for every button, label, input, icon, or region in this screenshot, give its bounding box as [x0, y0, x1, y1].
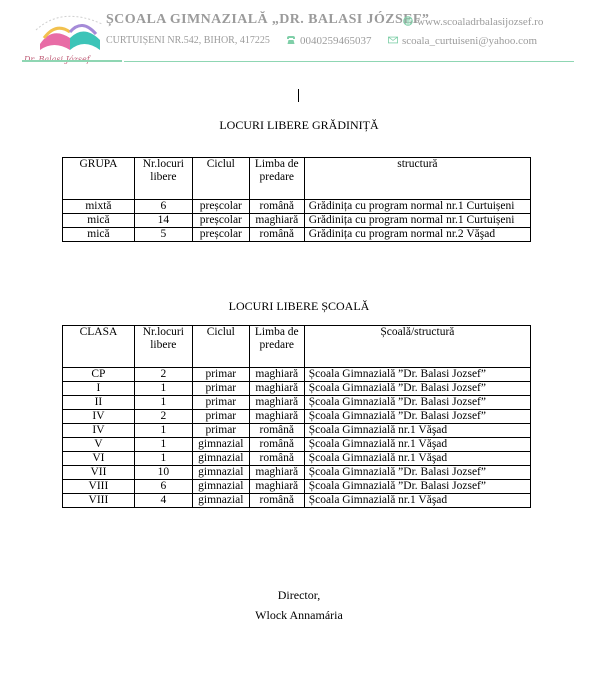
cell-free-places: 2 — [134, 368, 192, 382]
cell-label: IV — [63, 424, 135, 438]
cell-free-places: 1 — [134, 424, 192, 438]
cell-structure: Școala Gimnazială nr.1 Văşad — [304, 494, 530, 508]
cell-structure: Școala Gimnazială ”Dr. Balasi Jozsef” — [304, 466, 530, 480]
cell-label: mixtă — [63, 200, 135, 214]
envelope-icon — [388, 35, 398, 45]
cell-cycle: preșcolar — [192, 228, 249, 242]
cell-structure: Grădinița cu program normal nr.2 Văşad — [304, 228, 530, 242]
cell-language: maghiară — [249, 466, 304, 480]
cell-free-places: 1 — [134, 382, 192, 396]
cell-cycle: gimnazial — [192, 466, 249, 480]
cell-free-places: 6 — [134, 200, 192, 214]
table-row — [63, 424, 531, 438]
cell-free-places: 1 — [134, 438, 192, 452]
header-free-places: Nr.locuri libere — [134, 158, 192, 200]
cell-language: maghiară — [249, 214, 304, 228]
header-class: CLASA — [63, 326, 135, 368]
table-row — [63, 480, 531, 494]
letterhead — [0, 0, 598, 72]
cell-label: I — [63, 382, 135, 396]
email[interactable] — [388, 35, 537, 47]
cell-cycle: gimnazial — [192, 494, 249, 508]
phone-text: 0040259465037 — [300, 35, 372, 47]
cell-language: maghiară — [249, 480, 304, 494]
cell-cycle: primar — [192, 396, 249, 410]
cell-free-places: 10 — [134, 466, 192, 480]
cell-structure: Școala Gimnazială ”Dr. Balasi Jozsef” — [304, 368, 530, 382]
table-row — [63, 410, 531, 424]
cell-label: mică — [63, 228, 135, 242]
cell-structure: Grădinița cu program normal nr.1 Curtuișeni — [304, 214, 530, 228]
header-group: GRUPA — [63, 158, 135, 200]
cell-language: română — [249, 494, 304, 508]
header-language: Limba de predare — [249, 326, 304, 368]
cell-label: V — [63, 438, 135, 452]
globe-icon — [403, 16, 413, 26]
header-school-structure: Școală/structură — [304, 326, 530, 368]
cell-label: VII — [63, 466, 135, 480]
cell-cycle: gimnazial — [192, 452, 249, 466]
cell-language: română — [249, 452, 304, 466]
cell-label: mică — [63, 214, 135, 228]
table-row — [63, 438, 531, 452]
cell-cycle: gimnazial — [192, 438, 249, 452]
header-cycle: Ciclul — [192, 326, 249, 368]
cell-cycle: primar — [192, 368, 249, 382]
cell-free-places: 14 — [134, 214, 192, 228]
table-row — [63, 228, 531, 242]
table-row — [63, 200, 531, 214]
cell-label: IV — [63, 410, 135, 424]
cell-free-places: 1 — [134, 452, 192, 466]
cell-cycle: preșcolar — [192, 200, 249, 214]
cell-cycle: primar — [192, 410, 249, 424]
email-text: scoala_curtuiseni@yahoo.com — [402, 35, 538, 47]
cell-language: maghiară — [249, 368, 304, 382]
cell-label: CP — [63, 368, 135, 382]
header-structure: structură — [304, 158, 530, 200]
cell-cycle: gimnazial — [192, 480, 249, 494]
school-title: LOCURI LIBERE ȘCOALĂ — [228, 299, 370, 313]
cell-structure: Școala Gimnazială nr.1 Văşad — [304, 438, 530, 452]
table-row — [63, 396, 531, 410]
cell-label: VI — [63, 452, 135, 466]
school-address: CURTUIȘENI NR.542, BIHOR, 417225 — [106, 35, 270, 46]
cell-free-places: 4 — [134, 494, 192, 508]
cell-structure: Școala Gimnazială ”Dr. Balasi Jozsef” — [304, 396, 530, 410]
signature-name: Wlock Annamária — [255, 608, 343, 622]
cell-structure: Școala Gimnazială nr.1 Văşad — [304, 452, 530, 466]
header-cycle: Ciclul — [192, 158, 249, 200]
kindergarten-title: LOCURI LIBERE GRĂDINIȚĂ — [219, 118, 379, 132]
cell-free-places: 6 — [134, 480, 192, 494]
table-header-row — [63, 158, 531, 200]
cell-language: maghiară — [249, 410, 304, 424]
cell-structure: Școala Gimnazială ”Dr. Balasi Jozsef” — [304, 480, 530, 494]
phone — [286, 35, 372, 47]
cell-label: VIII — [63, 480, 135, 494]
cell-label: VIII — [63, 494, 135, 508]
cell-language: maghiară — [249, 396, 304, 410]
table-row — [63, 368, 531, 382]
cell-cycle: preșcolar — [192, 214, 249, 228]
cell-cycle: primar — [192, 382, 249, 396]
header-free-places: Nr.locuri libere — [134, 326, 192, 368]
cell-free-places: 5 — [134, 228, 192, 242]
table-row — [63, 466, 531, 480]
table-row — [63, 382, 531, 396]
table-row — [63, 494, 531, 508]
cell-label: II — [63, 396, 135, 410]
header-rule — [124, 61, 574, 62]
cell-structure: Școala Gimnazială ”Dr. Balasi Jozsef” — [304, 382, 530, 396]
cell-language: română — [249, 228, 304, 242]
table-header-row — [63, 326, 531, 368]
cell-structure: Grădinița cu program normal nr.1 Curtuișeni — [304, 200, 530, 214]
cell-structure: Școala Gimnazială ”Dr. Balasi Jozsef” — [304, 410, 530, 424]
table-row — [63, 452, 531, 466]
website-text: www.scoaladrbalasijozsef.ro — [417, 16, 544, 28]
cell-cycle: primar — [192, 424, 249, 438]
cell-language: română — [249, 424, 304, 438]
signature-role: Director, — [277, 588, 321, 602]
school-table — [62, 325, 531, 508]
text-cursor — [298, 89, 299, 102]
phone-icon — [286, 35, 296, 45]
header-language: Limba de predare — [249, 158, 304, 200]
website[interactable] — [403, 16, 543, 28]
kindergarten-table — [62, 157, 531, 242]
cell-language: română — [249, 438, 304, 452]
cell-language: maghiară — [249, 382, 304, 396]
header-rule-left — [22, 60, 122, 62]
school-name: ȘCOALA GIMNAZIALĂ „DR. BALASI JÓZSEF” — [106, 12, 430, 27]
cell-language: română — [249, 200, 304, 214]
cell-free-places: 1 — [134, 396, 192, 410]
table-row — [63, 214, 531, 228]
cell-free-places: 2 — [134, 410, 192, 424]
cell-structure: Școala Gimnazială nr.1 Văşad — [304, 424, 530, 438]
